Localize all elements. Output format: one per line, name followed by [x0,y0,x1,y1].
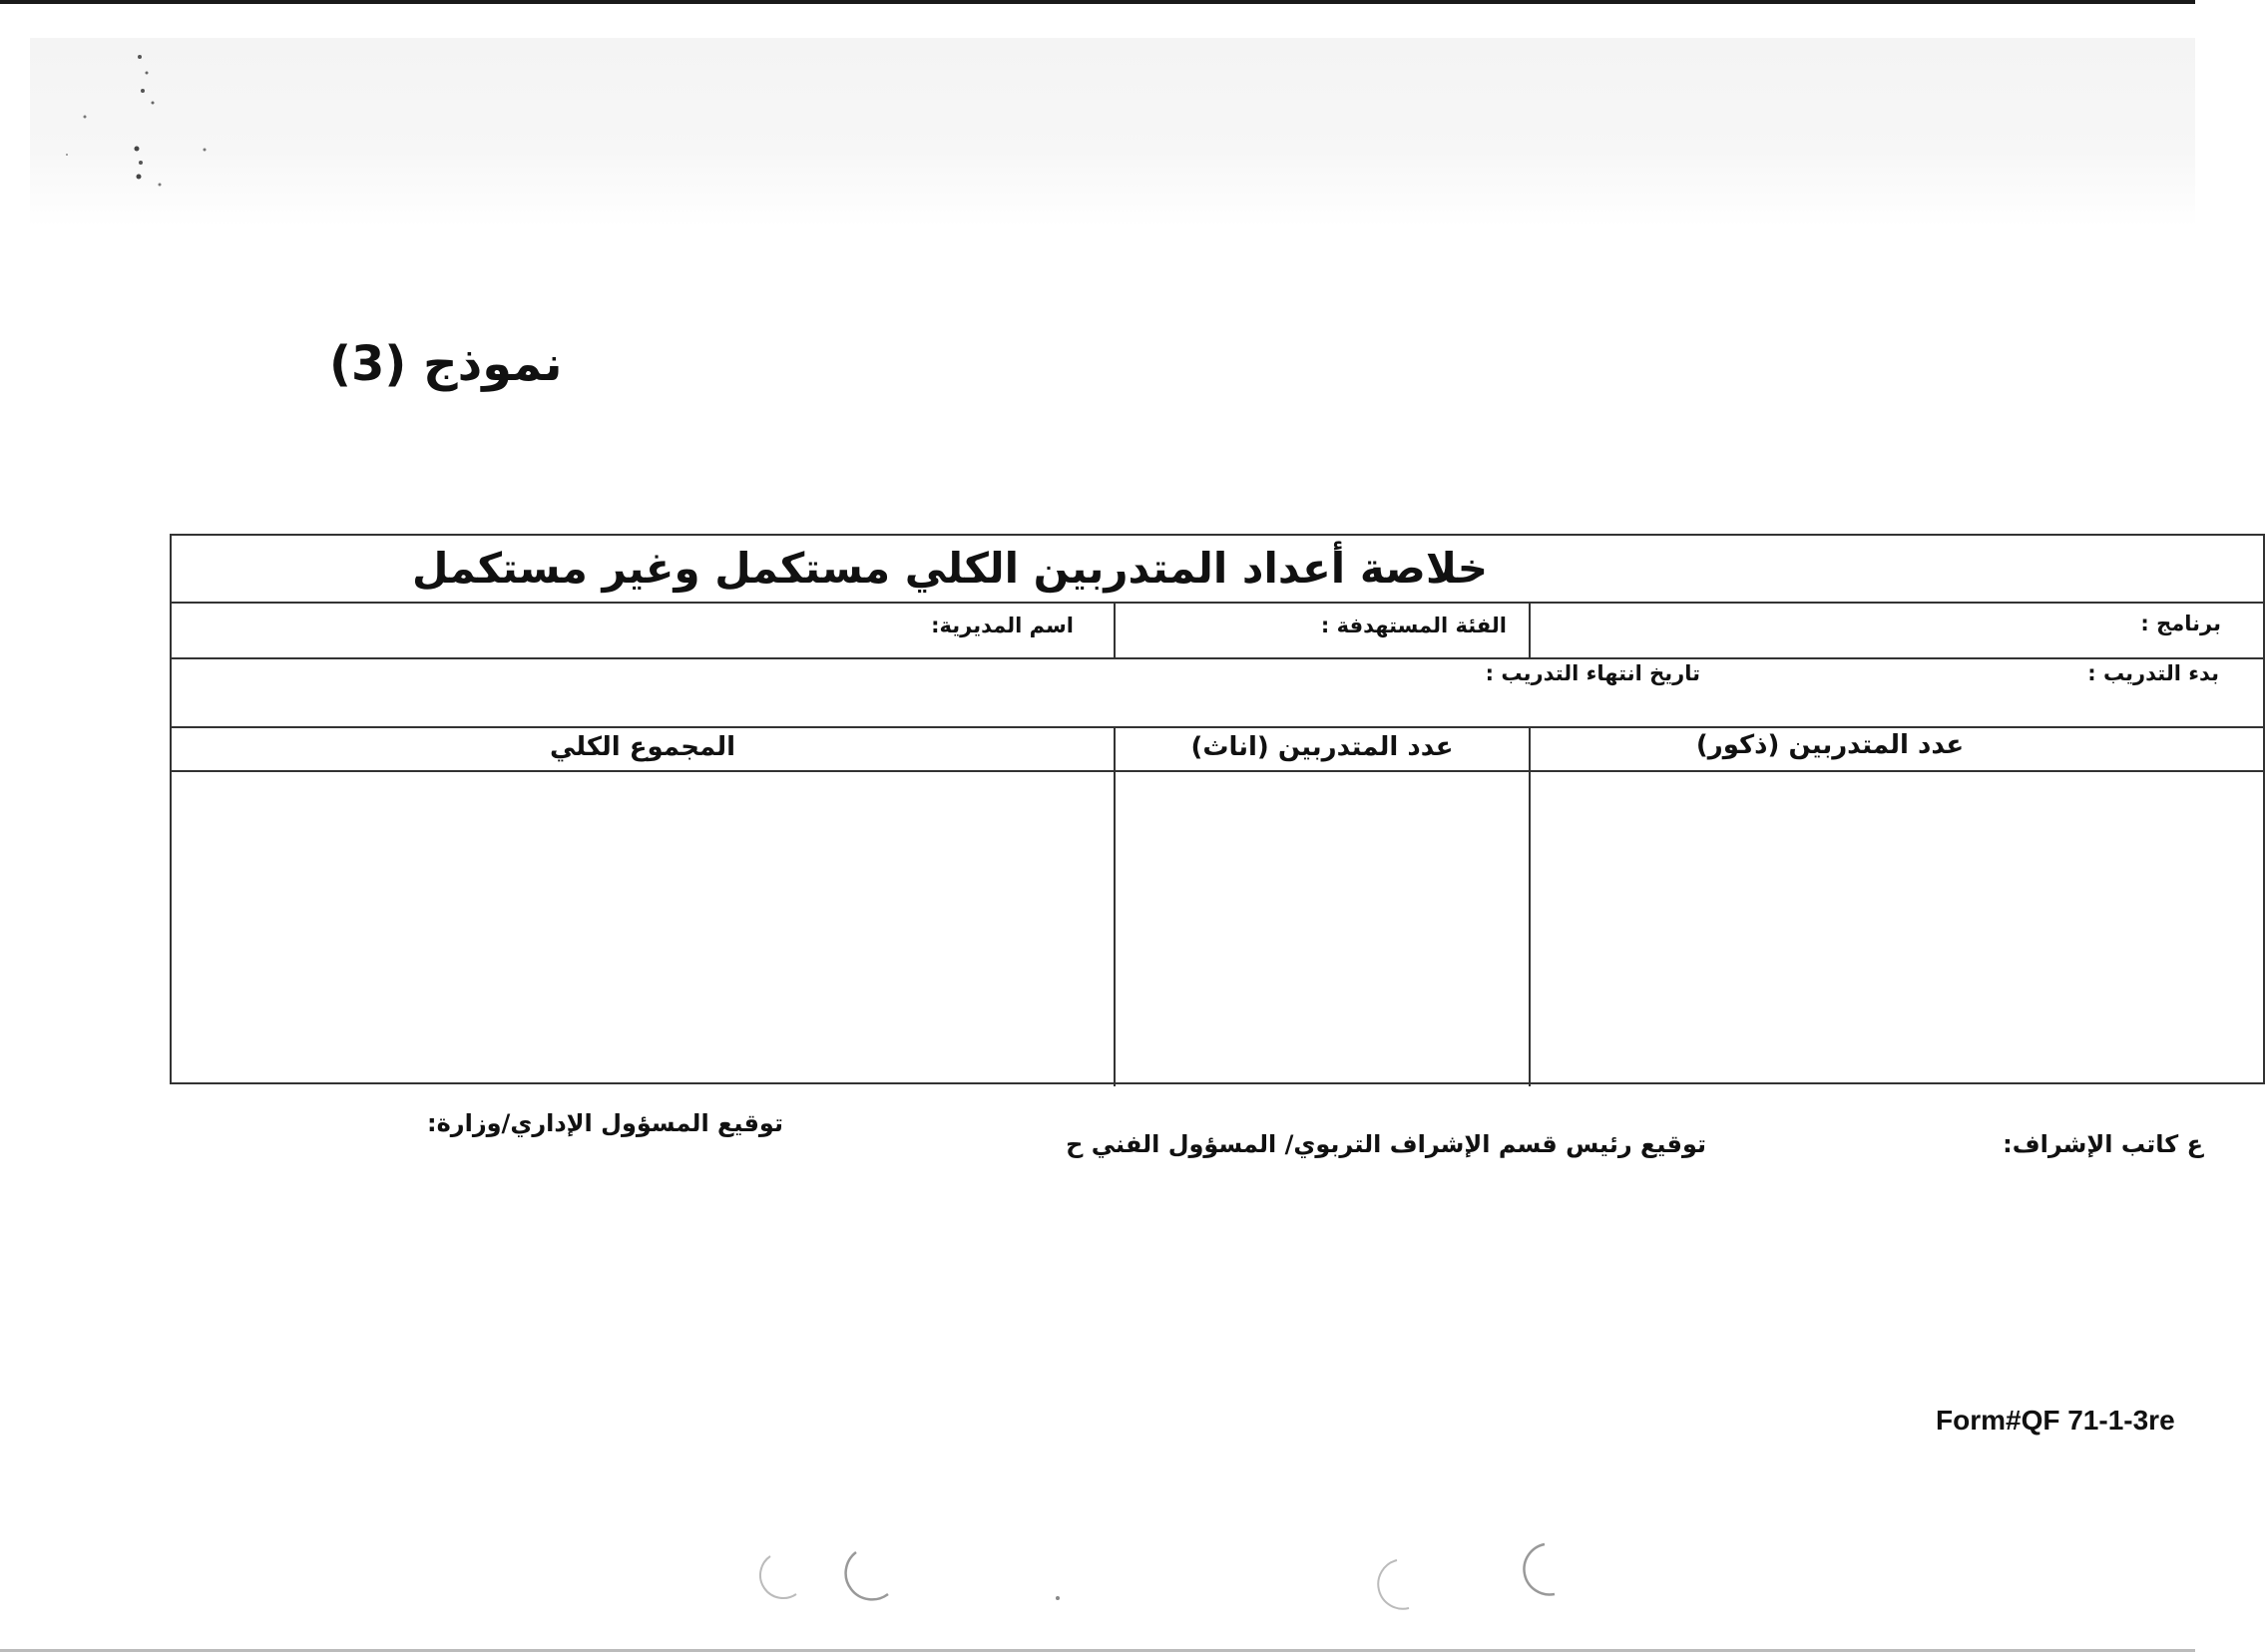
form-code: Form#QF 71-1-3re [1936,1405,2175,1436]
admin-signature-label: توقيع المسؤول الإداري/وزارة: [427,1109,783,1137]
form-number-heading: نموذج (3) [329,336,563,392]
scan-shading [30,38,2195,227]
end-date-label: تاريخ انتهاء التدريب : [1485,661,1700,685]
column-divider [1529,726,1531,1086]
start-date-label: بدء التدريب : [2087,661,2219,685]
program-label: برنامج : [2140,612,2221,635]
head-signature-label: توقيع رئيس قسم الإشراف التربوي/ المسؤول الفني ح [1066,1130,1706,1158]
form-title: خلاصة أعداد المتدربين الكلي مستكمل وغير مستكمل [411,544,1489,593]
cell-divider [1114,602,1116,657]
column-divider [1114,726,1116,1086]
scan-specks [55,45,234,224]
row-divider [172,770,2263,772]
column-header-male: عدد المتدربين (ذكور) [1695,730,1965,760]
scan-top-edge [0,0,2195,4]
punch-hole-marks [738,1536,1636,1636]
column-header-female: عدد المتدربين (اناث) [1190,732,1454,762]
writer-signature-label: ع كاتب الإشراف: [2003,1130,2203,1158]
row-divider [172,726,2263,728]
row-divider [172,657,2263,659]
row-divider [172,602,2263,604]
target-group-label: الفئة المستهدفة : [1320,614,1507,637]
directorate-label: اسم المديرية: [931,614,1074,637]
cell-divider [1529,602,1531,657]
column-header-total: المجموع الكلي [549,732,736,762]
summary-form-table [170,534,2265,1084]
